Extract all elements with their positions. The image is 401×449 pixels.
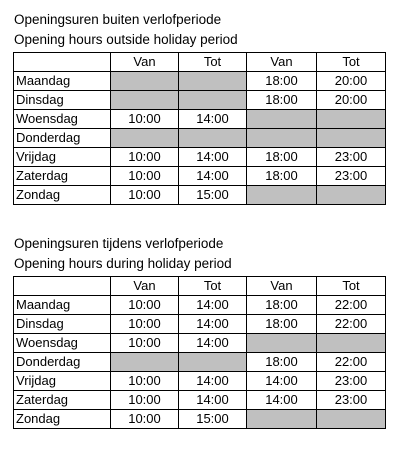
closed-cell [317, 129, 386, 148]
closed-cell [317, 410, 386, 429]
time-cell: 14:00 [247, 391, 317, 410]
closed-cell [111, 129, 179, 148]
table-row [14, 148, 386, 167]
header-van: Van [247, 277, 317, 296]
table-row [14, 129, 386, 148]
closed-cell [317, 186, 386, 205]
table-row [14, 315, 386, 334]
time-cell: 10:00 [111, 315, 179, 334]
closed-cell [111, 72, 179, 91]
time-cell: 14:00 [179, 372, 247, 391]
closed-cell [179, 129, 247, 148]
header-van: Van [247, 53, 317, 72]
day-cell: Zaterdag [14, 167, 111, 186]
table-row [14, 334, 386, 353]
hours-table [13, 52, 386, 205]
day-cell: Woensdag [14, 110, 111, 129]
hours-section-outside-holiday [13, 10, 386, 205]
table-row [14, 410, 386, 429]
header-van: Van [111, 277, 179, 296]
time-cell: 10:00 [111, 148, 179, 167]
header-row [14, 53, 386, 72]
closed-cell [111, 353, 179, 372]
day-cell: Zaterdag [14, 391, 111, 410]
time-cell: 18:00 [247, 296, 317, 315]
time-cell: 20:00 [317, 72, 386, 91]
closed-cell [247, 186, 317, 205]
header-tot: Tot [179, 277, 247, 296]
day-cell: Dinsdag [14, 91, 111, 110]
day-cell: Zondag [14, 410, 111, 429]
heading-dutch: Openingsuren tijdens verlofperiode [14, 236, 224, 251]
time-cell: 15:00 [179, 410, 247, 429]
closed-cell [111, 91, 179, 110]
table-row [14, 91, 386, 110]
header-tot: Tot [317, 53, 386, 72]
day-cell: Maandag [14, 296, 111, 315]
time-cell: 15:00 [179, 186, 247, 205]
table-row [14, 186, 386, 205]
day-cell: Donderdag [14, 353, 111, 372]
time-cell: 10:00 [111, 391, 179, 410]
day-cell: Zondag [14, 186, 111, 205]
hours-table [13, 276, 386, 429]
day-cell: Maandag [14, 72, 111, 91]
table-row [14, 72, 386, 91]
time-cell: 18:00 [247, 353, 317, 372]
header-tot: Tot [317, 277, 386, 296]
time-cell: 18:00 [247, 91, 317, 110]
time-cell: 22:00 [317, 296, 386, 315]
time-cell: 23:00 [317, 391, 386, 410]
time-cell: 10:00 [111, 186, 179, 205]
time-cell: 10:00 [111, 410, 179, 429]
closed-cell [179, 353, 247, 372]
time-cell: 20:00 [317, 91, 386, 110]
time-cell: 14:00 [179, 391, 247, 410]
time-cell: 14:00 [247, 372, 317, 391]
day-cell: Woensdag [14, 334, 111, 353]
header-tot: Tot [179, 53, 247, 72]
time-cell: 14:00 [179, 148, 247, 167]
time-cell: 14:00 [179, 167, 247, 186]
table-row [14, 167, 386, 186]
table-row [14, 372, 386, 391]
time-cell: 10:00 [111, 296, 179, 315]
day-cell: Vrijdag [14, 372, 111, 391]
closed-cell [179, 91, 247, 110]
time-cell: 18:00 [247, 315, 317, 334]
time-cell: 23:00 [317, 372, 386, 391]
day-cell: Donderdag [14, 129, 111, 148]
time-cell: 22:00 [317, 315, 386, 334]
header-day-cell [14, 53, 111, 72]
closed-cell [247, 410, 317, 429]
time-cell: 10:00 [111, 167, 179, 186]
time-cell: 14:00 [179, 296, 247, 315]
heading-english: Opening hours during holiday period [14, 256, 232, 271]
closed-cell [247, 334, 317, 353]
closed-cell [179, 72, 247, 91]
table-row [14, 296, 386, 315]
time-cell: 18:00 [247, 167, 317, 186]
time-cell: 10:00 [111, 110, 179, 129]
time-cell: 10:00 [111, 334, 179, 353]
closed-cell [317, 110, 386, 129]
hours-section-during-holiday [13, 234, 386, 429]
closed-cell [317, 334, 386, 353]
time-cell: 18:00 [247, 148, 317, 167]
time-cell: 14:00 [179, 334, 247, 353]
closed-cell [247, 129, 317, 148]
heading-english: Opening hours outside holiday period [14, 32, 238, 47]
time-cell: 23:00 [317, 167, 386, 186]
heading-dutch: Openingsuren buiten verlofperiode [14, 12, 222, 27]
header-day-cell [14, 277, 111, 296]
time-cell: 10:00 [111, 372, 179, 391]
time-cell: 14:00 [179, 110, 247, 129]
closed-cell [247, 110, 317, 129]
time-cell: 22:00 [317, 353, 386, 372]
time-cell: 23:00 [317, 148, 386, 167]
time-cell: 14:00 [179, 315, 247, 334]
day-cell: Vrijdag [14, 148, 111, 167]
table-row [14, 391, 386, 410]
table-row [14, 353, 386, 372]
time-cell: 18:00 [247, 72, 317, 91]
day-cell: Dinsdag [14, 315, 111, 334]
header-van: Van [111, 53, 179, 72]
table-row [14, 110, 386, 129]
header-row [14, 277, 386, 296]
